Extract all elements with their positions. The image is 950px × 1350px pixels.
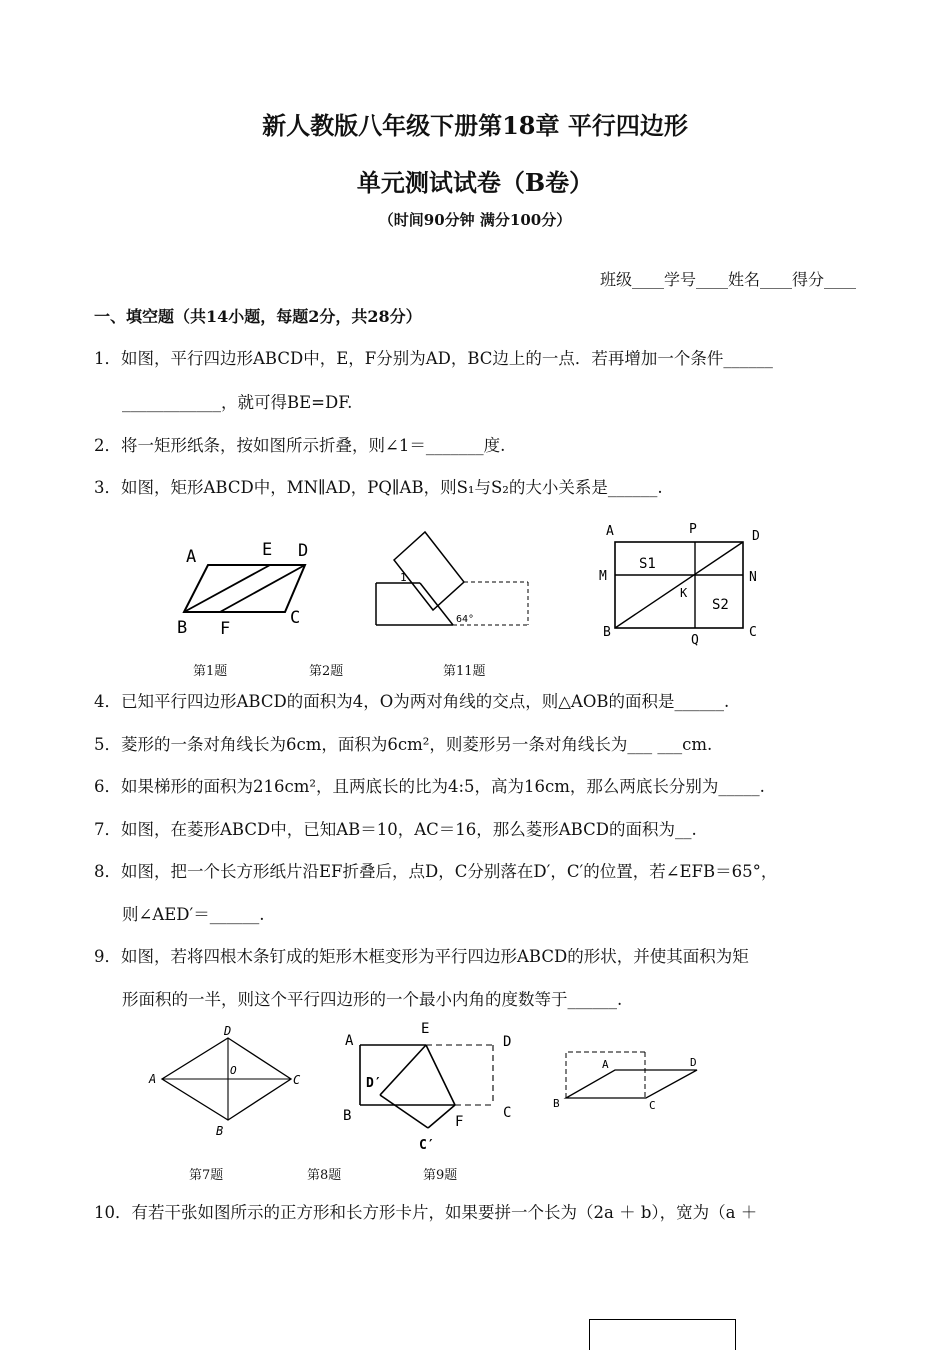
label-k: K <box>680 586 688 600</box>
label-b: B <box>216 1124 224 1138</box>
label-e: E <box>262 540 273 560</box>
label-c: C <box>749 625 757 640</box>
label-b: B <box>177 618 188 638</box>
label-b: B <box>603 625 611 640</box>
label-a: A <box>606 524 614 539</box>
label-a: A <box>345 1033 354 1049</box>
angle-1-label: 1 <box>400 571 407 584</box>
card-figure-partial <box>589 1319 736 1350</box>
label-a: A <box>186 547 197 567</box>
question-9-line2: 形面积的一半，则这个平行四边形的一个最小内角的度数等于______. <box>122 990 623 1009</box>
label-f: F <box>455 1114 464 1130</box>
figure-8-fold <box>335 1015 525 1160</box>
label-b: B <box>553 1097 560 1110</box>
label-d: D <box>690 1056 697 1069</box>
question-6: 6．如果梯形的面积为216cm²，且两底长的比为4:5，高为16cm，那么两底长分别为_____. <box>94 777 765 796</box>
label-p: P <box>689 522 697 537</box>
label-n: N <box>749 570 757 585</box>
label-d: D <box>224 1024 232 1038</box>
label-d: D <box>298 541 309 561</box>
figure-1-parallelogram <box>170 535 320 645</box>
label-a: A <box>149 1072 157 1086</box>
label-c: C <box>649 1099 656 1112</box>
label-e: E <box>421 1021 430 1037</box>
label-c-prime: C′ <box>419 1138 435 1153</box>
caption-q9: 第9题 <box>423 1168 458 1183</box>
label-s2: S2 <box>712 597 729 613</box>
question-8-line2: 则∠AED′＝______. <box>122 905 265 924</box>
label-q: Q <box>691 633 699 648</box>
label-c: C <box>503 1105 512 1121</box>
page-subtitle: 单元测试试卷（B卷） <box>356 168 594 197</box>
label-d: D <box>503 1034 512 1050</box>
label-a: A <box>602 1058 609 1071</box>
question-3: 3．如图，矩形ABCD中，MN∥AD，PQ∥AB，则S₁与S₂的大小关系是______. <box>94 478 663 497</box>
caption-q8: 第8题 <box>307 1168 342 1183</box>
label-c: C <box>293 1073 301 1087</box>
question-2: 2．将一矩形纸条，按如图所示折叠，则∠1＝_______度. <box>94 436 506 455</box>
figure-2-folded-strip <box>370 530 535 635</box>
label-d: D <box>752 529 760 544</box>
figure-9-frame <box>545 1040 715 1120</box>
caption-q7: 第7题 <box>189 1168 224 1183</box>
caption-q11: 第11题 <box>443 664 486 679</box>
caption-q2: 第2题 <box>309 664 344 679</box>
label-f: F <box>220 619 231 639</box>
question-10: 10．有若干张如图所示的正方形和长方形卡片，如果要拼一个长为（2a ＋ b），宽为（a ＋ <box>94 1203 758 1222</box>
label-d-prime: D′ <box>366 1076 382 1091</box>
label-m: M <box>599 569 607 584</box>
question-4: 4．已知平行四边形ABCD的面积为4，O为两对角线的交点，则△AOB的面积是______. <box>94 692 730 711</box>
label-c: C <box>290 608 301 628</box>
angle-64-label: 64° <box>456 614 475 625</box>
question-9-line1: 9．如图，若将四根木条钉成的矩形木框变形为平行四边形ABCD的形状，并使其面积为矩 <box>94 947 749 966</box>
figure-11-rectangle <box>595 520 775 650</box>
question-7: 7．如图，在菱形ABCD中，已知AB＝10，AC＝16，那么菱形ABCD的面积为__. <box>94 820 697 839</box>
figure-7-rhombus <box>145 1022 310 1137</box>
label-o: O <box>230 1064 237 1077</box>
page-title: 新人教版八年级下册第18章 平行四边形 <box>262 111 688 140</box>
question-1-line2: ____________，就可得BE=DF. <box>122 393 353 412</box>
question-8-line1: 8．如图，把一个长方形纸片沿EF折叠后，点D，C分别落在D′，C′的位置，若∠EFB＝65°， <box>94 862 778 881</box>
label-b: B <box>343 1108 352 1124</box>
question-1-line1: 1．如图，平行四边形ABCD中，E，F分别为AD，BC边上的一点．若再增加一个条件______ <box>94 349 773 368</box>
exam-time-score: （时间90分钟 满分100分） <box>378 211 572 229</box>
student-info-line: 班级____学号____姓名____得分____ <box>599 270 856 289</box>
caption-q1: 第1题 <box>193 664 228 679</box>
label-s1: S1 <box>639 556 656 572</box>
question-5: 5．菱形的一条对角线长为6cm，面积为6cm²，则菱形另一条对角线长为___ ___cm. <box>94 735 713 754</box>
section-heading: 一、填空题（共14小题，每题2分，共28分） <box>94 307 422 326</box>
